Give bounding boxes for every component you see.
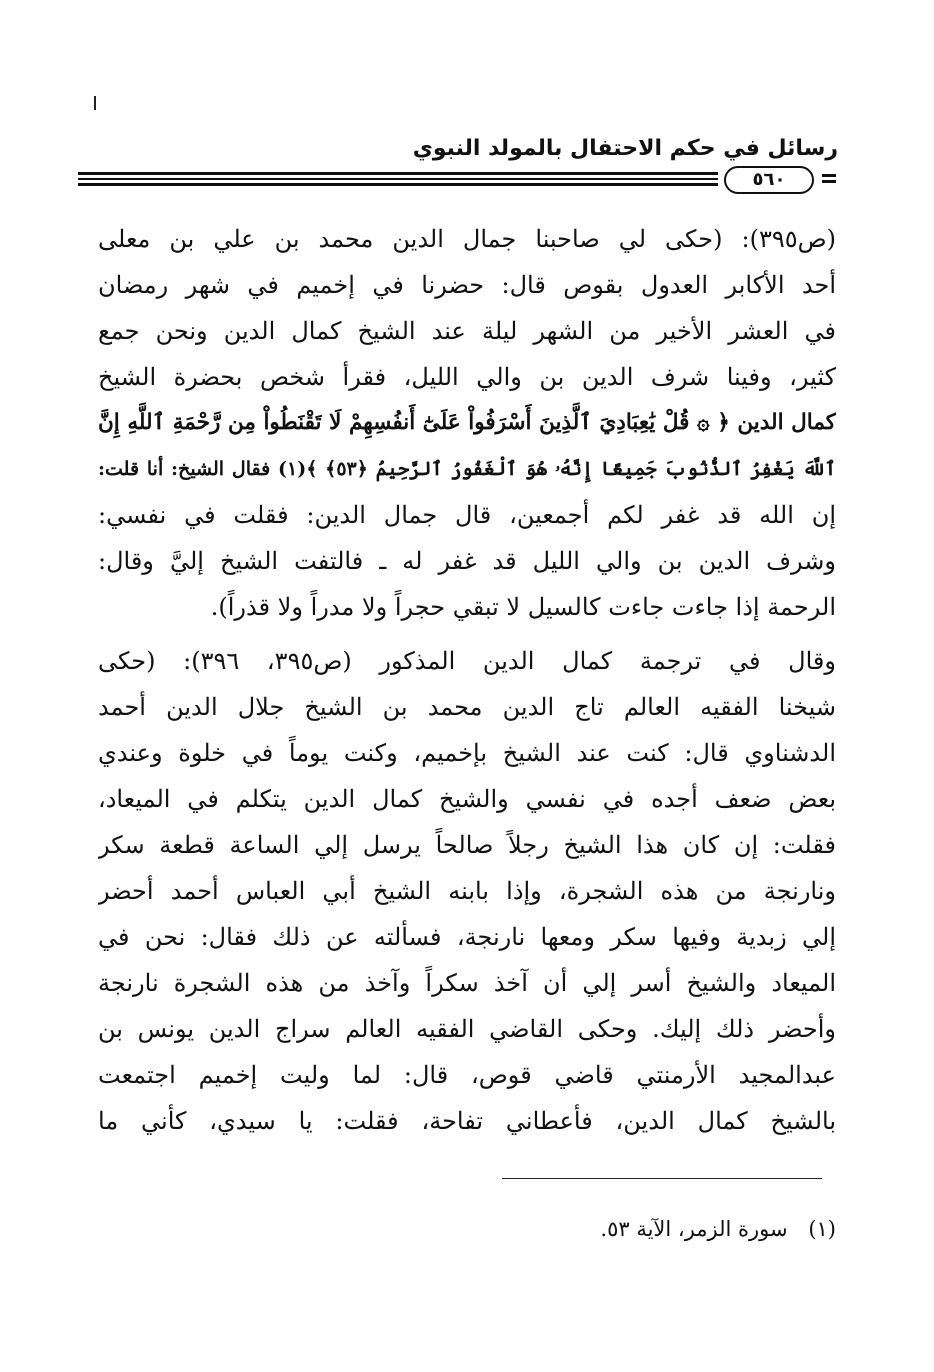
text-line: وقال في ترجمة كمال الدين المذكور (ص٣٩٥، ٣٩٦): (حكى bbox=[98, 647, 836, 675]
header-rule-stub bbox=[822, 174, 836, 177]
text-line: في العشر الأخير من الشهر ليلة عند الشيخ كمال الدين ونحن جمع bbox=[98, 317, 836, 345]
text-line: بعض ضعف أجده في نفسي والشيخ كمال الدين يتكلم في الميعاد، bbox=[98, 785, 836, 813]
page-number-badge: ٥٦٠ bbox=[724, 166, 814, 194]
text-line: (ص٣٩٥): (حكى لي صاحبنا جمال الدين محمد بن علي بن معلى bbox=[98, 225, 836, 253]
text-line: فقلت: إن كان هذا الشيخ رجلاً صالحاً يرسل إلي الساعة قطعة سكر bbox=[98, 831, 836, 859]
footnote-separator bbox=[502, 1178, 822, 1179]
quran-verse-line: ٱللَّهَ يَغْفِرُ ٱلذُّنُوبَ جَمِيعًا إِنَّهُۥ هُوَ ٱلْغَفُورُ ٱلرَّحِيمُ ﴿٥٣﴾ ﴾(١) فقال الشيخ: أنا قلت: bbox=[98, 458, 836, 480]
header-rule-line bbox=[78, 178, 718, 180]
text-line: إن الله قد غفر لكم أجمعين، قال جمال الدين: فقلت في نفسي: bbox=[98, 501, 836, 529]
paragraph-gap bbox=[98, 630, 836, 638]
header-rule-line bbox=[78, 183, 718, 186]
text-line: الميعاد والشيخ أسر إلي أن آخذ سكراً وآخذ من هذه الشجرة نارنجة bbox=[98, 969, 836, 997]
text-line: إلي زبدية وفيها سكر ومعها نارنجة، فسألته عن ذلك فقال: نحن في bbox=[98, 923, 836, 951]
footnote-text: سورة الزمر، الآية ٥٣. bbox=[600, 1217, 788, 1241]
header-rule bbox=[78, 166, 836, 196]
main-text bbox=[98, 216, 836, 1144]
page-edge-mark bbox=[94, 96, 96, 110]
text-line: أحد الأكابر العدول بقوص قال: حضرنا في إخميم في شهر رمضان bbox=[98, 271, 836, 299]
footnote-number: (١) bbox=[808, 1217, 836, 1241]
quran-verse-line: كمال الدين ﴿ ۞ قُلْ يَٰعِبَادِيَ ٱلَّذِينَ أَسْرَفُواْ عَلَىٰٓ أَنفُسِهِمْ لَا تَقْنَطُواْ مِن رَّحْمَةِ ٱللَّهِ إِنَّ bbox=[98, 410, 836, 435]
text-line: الدشناوي قال: كنت عند الشيخ بإخميم، وكنت يوماً في خلوة وعندي bbox=[98, 739, 836, 767]
text-line: كثير، وفينا شرف الدين بن والي الليل، فقرأ شخص بحضرة الشيخ bbox=[98, 363, 836, 391]
text-line: بالشيخ كمال الدين، فأعطاني تفاحة، فقلت: يا سيدي، كأني ما bbox=[98, 1107, 836, 1135]
text-line: شيخنا الفقيه العالم تاج الدين محمد بن الشيخ جلال الدين أحمد bbox=[98, 693, 836, 721]
footnote bbox=[336, 1214, 836, 1244]
running-header-title: رسائل في حكم الاحتفال بالمولد النبوي bbox=[412, 136, 838, 161]
header-rule-stub bbox=[822, 180, 836, 183]
text-line: الرحمة إذا جاءت جاءت كالسيل لا تبقي حجراً ولا مدراً ولا قذراً). bbox=[210, 593, 836, 621]
text-line: عبدالمجيد الأرمنتي قاضي قوص، قال: لما وليت إخميم اجتمعت bbox=[98, 1061, 836, 1089]
header-rule-line bbox=[78, 172, 718, 175]
text-line: وشرف الدين بن والي الليل قد غفر له ـ فالتفت الشيخ إليَّ وقال: bbox=[98, 547, 836, 575]
text-line: وأحضر ذلك إليك. وحكى القاضي الفقيه العالم سراج الدين يونس بن bbox=[98, 1015, 836, 1043]
text-line: ونارنجة من هذه الشجرة، وإذا بابنه الشيخ أبي العباس أحمد أحضر bbox=[98, 877, 836, 905]
